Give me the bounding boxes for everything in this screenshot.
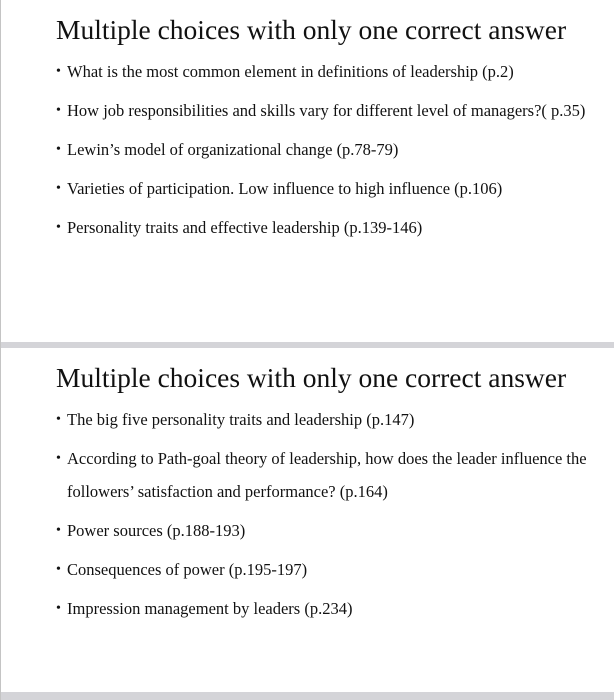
bullet-item: • Lewin’s model of organizational change (p.78-79) [56, 134, 601, 167]
bullet-item: • Impression management by leaders (p.234) [56, 593, 601, 626]
bullet-item: • What is the most common element in definitions of leadership (p.2) [56, 56, 601, 89]
bullet-item: • How job responsibilities and skills vary for different level of managers?( p.35) [56, 95, 601, 128]
bullet-item: • Power sources (p.188-193) [56, 515, 601, 548]
bullet-list [56, 56, 601, 251]
bullet-item: • The big five personality traits and leadership (p.147) [56, 404, 601, 437]
slide-1 [1, 0, 614, 342]
bullet-item: • Personality traits and effective leadership (p.139-146) [56, 212, 601, 245]
slide-2 [1, 348, 614, 692]
bullet-item: • According to Path-goal theory of leadership, how does the leader influence the followers’ satisfaction and performance? (p.164) [56, 443, 601, 508]
slide-title: Multiple choices with only one correct answer [56, 362, 567, 393]
slide-divider [1, 692, 614, 700]
bullet-item: • Varieties of participation. Low influence to high influence (p.106) [56, 173, 601, 206]
bullet-item: • Consequences of power (p.195-197) [56, 554, 601, 587]
bullet-list [56, 404, 601, 632]
slide-title: Multiple choices with only one correct answer [56, 14, 567, 45]
